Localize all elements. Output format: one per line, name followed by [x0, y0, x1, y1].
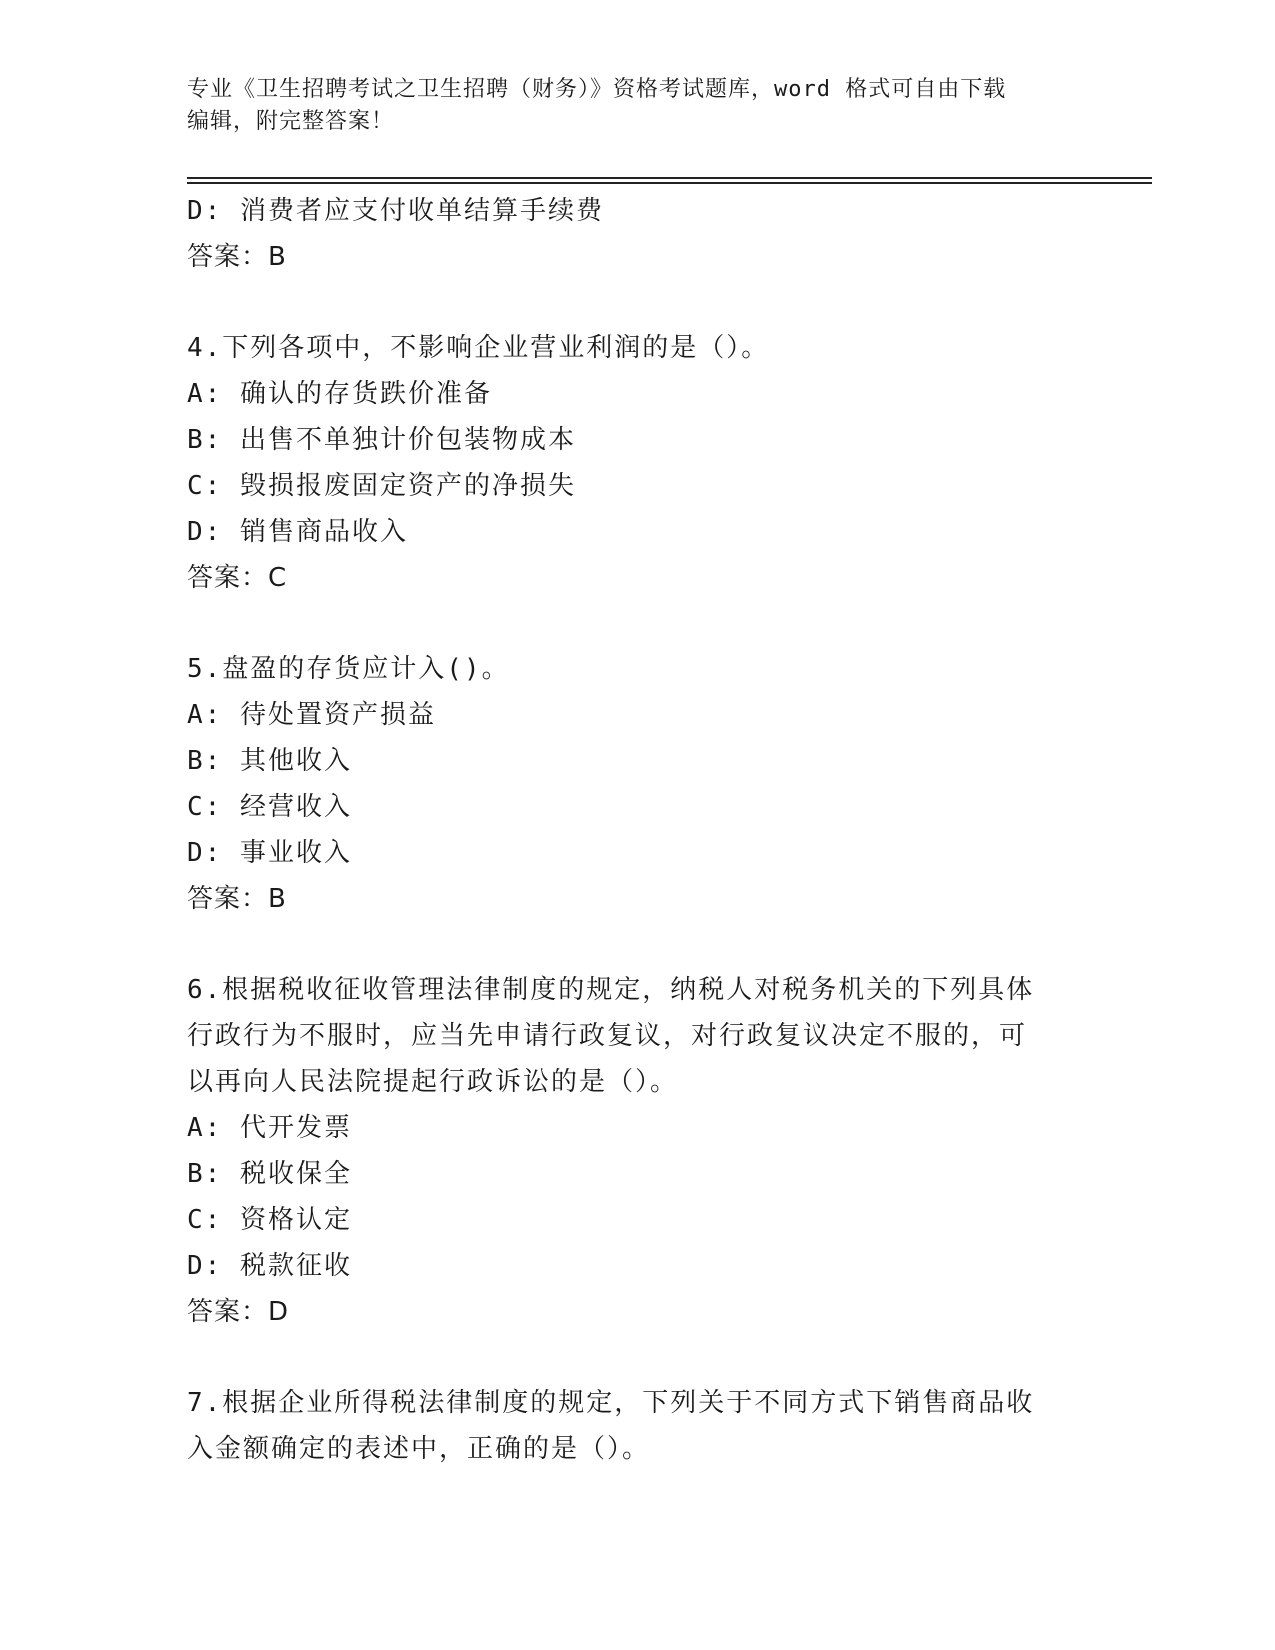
answer-line: 答案：B — [187, 884, 287, 914]
option-line: B: 其他收入 — [187, 746, 352, 776]
option-line: C: 经营收入 — [187, 792, 352, 822]
answer-line: 答案：C — [187, 563, 288, 593]
question-line: 以再向人民法院提起行政诉讼的是（）。 — [187, 1067, 679, 1097]
header-line-1: 专业《卫生招聘考试之卫生招聘（财务）》资格考试题库，word 格式可自由下载 — [187, 77, 1007, 102]
question-line: 行政行为不服时，应当先申请行政复议，对行政复议决定不服的，可 — [187, 1021, 1028, 1051]
answer-line: 答案：D — [187, 1297, 290, 1327]
paragraph-gap — [187, 922, 1087, 967]
paragraph-gap — [187, 280, 1087, 325]
question-list — [187, 188, 1087, 1472]
answer-line: 答案：B — [187, 242, 287, 272]
header-divider-bottom — [187, 182, 1152, 184]
paragraph-gap — [187, 601, 1087, 646]
option-line: B: 税收保全 — [187, 1159, 352, 1189]
option-line: A: 确认的存货跌价准备 — [187, 379, 492, 409]
paragraph-gap — [187, 1335, 1087, 1380]
option-line: C: 资格认定 — [187, 1205, 352, 1235]
question-line: 7.根据企业所得税法律制度的规定，下列关于不同方式下销售商品收 — [187, 1388, 1035, 1418]
option-line: A: 代开发票 — [187, 1113, 352, 1143]
question-line: 入金额确定的表述中，正确的是（）。 — [187, 1434, 651, 1464]
question-line: 4.下列各项中，不影响企业营业利润的是（）。 — [187, 333, 770, 363]
question-line: 5.盘盈的存货应计入()。 — [187, 654, 510, 684]
option-line: B: 出售不单独计价包装物成本 — [187, 425, 576, 455]
document-header — [187, 74, 1067, 138]
option-line: D: 消费者应支付收单结算手续费 — [187, 196, 604, 226]
option-line: A: 待处置资产损益 — [187, 700, 436, 730]
option-line: D: 事业收入 — [187, 838, 352, 868]
header-divider-top — [187, 177, 1152, 179]
option-line: C: 毁损报废固定资产的净损失 — [187, 471, 576, 501]
option-line: D: 销售商品收入 — [187, 517, 408, 547]
question-line: 6.根据税收征收管理法律制度的规定，纳税人对税务机关的下列具体 — [187, 975, 1035, 1005]
option-line: D: 税款征收 — [187, 1251, 352, 1281]
header-line-2: 编辑，附完整答案！ — [187, 109, 395, 134]
